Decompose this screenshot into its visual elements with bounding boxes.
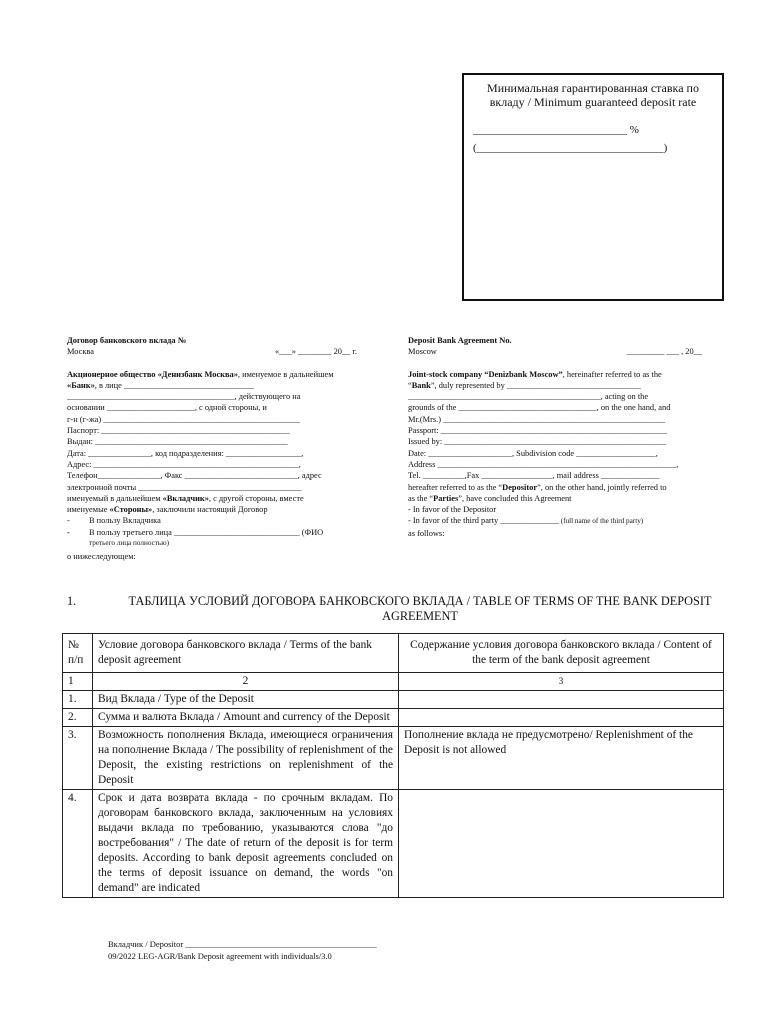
email-ru: электронной почты _______________________________________ (67, 482, 302, 492)
row-content (399, 709, 724, 727)
city-ru: Москва (67, 347, 94, 357)
city-en: Moscow (408, 347, 437, 357)
grounds-ru: основании _____________________, с одной стороны, и (67, 403, 267, 413)
rate-percent-field: ____________________________ % (473, 124, 639, 136)
bank-party-ru-rest: , именуемое в дальнейшем (237, 369, 334, 379)
row-term: Срок и дата возврата вклада - по срочным вкладам. По договорам банковского вклада, заключенным на условиях выдачи вклада по требованию, указываются слова "до востребования" / The date of return of the deposit is for term deposits. According to bank deposit agreements concluded on the terms of deposit issuance on demand, the words "on demand" are indicated (93, 790, 399, 898)
address-en: Address _________________________________________________________, (408, 459, 679, 469)
row-term: Возможность пополнения Вклада, имеющиеся ограничения на пополнение Вклада / The possibility of replenishment of the Deposit, the existing restrictions on replenishment of the Deposit (93, 727, 399, 790)
passport-ru: Паспорт: _____________________________________________ (67, 426, 290, 436)
table-row (63, 709, 724, 727)
bank-label-en: Bank (411, 380, 431, 390)
issued-en: Issued by: _____________________________________________________ (408, 437, 667, 447)
depositor-label-en: Depositor (502, 482, 538, 492)
bank-representative-ru-rest: , в лице _______________________________ (94, 380, 254, 390)
phone-fax-ru: Телефон_______________, Факс ___________________________, адрес (67, 471, 322, 481)
bank-representative-en (408, 380, 726, 391)
bank-quote-en: “ (408, 380, 412, 390)
date-ru: «___» ________ 20__ г. (274, 347, 357, 357)
parties-defined-ru (67, 504, 384, 515)
parties-defined-en-a: as the “ (408, 493, 434, 503)
bullet-third-party-ru (67, 527, 384, 538)
table-row (63, 790, 724, 898)
minimum-rate-title-line2: вкладу / Minimum guaranteed deposit rate (489, 95, 697, 109)
phone-fax-en: Tel. __________,Fax _________________, mail address ______________ (408, 471, 660, 481)
row-number: 1. (63, 691, 93, 709)
passport-en: Passport: ______________________________________________________ (408, 426, 667, 436)
bank-party-en-rest: , hereinafter referred to as the (562, 369, 662, 379)
agreement-title-en: Deposit Bank Agreement No. (408, 336, 512, 345)
depositor-defined-ru-a: именуемый в дальнейшем (67, 493, 163, 503)
section-title: ТАБЛИЦА УСЛОВИЙ ДОГОВОРА БАНКОВСКОГО ВКЛАДА / TABLE OF TERMS OF THE BANK DEPOSIT AGREEMENT (128, 594, 712, 623)
third-party-note-en: (full name of the third party) (558, 517, 644, 526)
agreement-title-ru: Договор банковского вклада № (67, 336, 187, 345)
depositor-defined-ru-c: , с другой стороны, вместе (208, 493, 304, 503)
city-date-en (408, 346, 726, 357)
bank-label-ru: «Банк» (67, 380, 95, 390)
row-content: Пополнение вклада не предусмотрено/ Replenishment of the Deposit is not allowed (399, 727, 724, 790)
minimum-rate-box (462, 73, 724, 301)
row-number: 2. (63, 709, 93, 727)
bullet-depositor-en: - In favor of the Depositor (408, 505, 497, 515)
depositor-name-en: Mr.(Mrs.) _____________________________________________________ (408, 414, 666, 424)
header-content: Содержание условия договора банковского вклада / Content of the term of the bank deposit agreement (399, 634, 724, 673)
row-term: Вид Вклада / Type of the Deposit (93, 691, 399, 709)
bullet-dash: - (67, 527, 70, 537)
table-row (63, 727, 724, 790)
depositor-defined-en-c: ”, on the other hand, jointly referred to (537, 482, 667, 492)
row-content (399, 691, 724, 709)
rate-words-field: (__________________________________) (473, 142, 668, 154)
table-header-row (63, 634, 724, 673)
row-number: 4. (63, 790, 93, 898)
colnum-2: 2 (93, 673, 399, 691)
bank-party-en (408, 369, 726, 380)
table-row (63, 691, 724, 709)
parties-label-ru: «Стороны» (109, 505, 153, 515)
terms-table (62, 633, 724, 898)
header-number: № п/п (63, 634, 93, 673)
as-follows-en: as follows: (408, 528, 445, 538)
minimum-rate-title (464, 81, 722, 109)
depositor-label-ru: «Вкладчик» (162, 493, 209, 503)
bullet-third-party-en (408, 515, 726, 527)
bullet-depositor-ru (67, 515, 384, 526)
bank-representative-ru (67, 380, 384, 391)
bank-name-ru: Акционерное общество «Денизбанк Москва» (67, 369, 238, 379)
third-party-note-ru: третьего лица полностью) (89, 539, 169, 548)
acting-en: ______________________________________________, acting on the (408, 392, 649, 402)
address-ru: Адрес: _________________________________________________, (67, 459, 301, 469)
table-colnum-row (63, 673, 724, 691)
document-code: 09/2022 LEG-AGR/Bank Deposit agreement with individuals/3.0 (108, 951, 332, 961)
colnum-3: 3 (399, 673, 724, 691)
colnum-1: 1 (63, 673, 93, 691)
parties-defined-ru-c: , заключили настоящий Договор (152, 505, 268, 515)
bank-party-ru (67, 369, 384, 380)
row-term: Сумма и валюта Вклада / Amount and currency of the Deposit (93, 709, 399, 727)
depositor-defined-en (408, 482, 726, 493)
bullet-third-party-en-text: - In favor of the third party ______________ (408, 516, 559, 526)
bullet-dash: - (67, 516, 70, 526)
issued-ru: Выдан: ______________________________________________ (67, 437, 288, 447)
depositor-signature-line: Вкладчик / Depositor _____________________________________________ (108, 939, 377, 949)
date-code-en: Date: ____________________, Subdivision code ___________________, (408, 448, 658, 458)
minimum-rate-title-line1: Минимальная гарантированная ставка по (487, 81, 699, 95)
as-follows-ru: о нижеследующем: (67, 552, 136, 562)
parties-defined-en-c: ”, have concluded this Agreement (458, 493, 572, 503)
agreement-header-english (408, 335, 726, 539)
bank-representative-en-rest: ”, duly represented by ________________________________ (430, 380, 641, 390)
depositor-defined-en-a: hereafter referred to as the “ (408, 482, 503, 492)
row-number: 3. (63, 727, 93, 790)
row-content (399, 790, 724, 898)
date-en: _________ ___ , 20__ (626, 347, 702, 357)
bank-name-en: Joint-stock company “Denizbank Moscow” (408, 369, 563, 379)
page-footer (108, 938, 377, 962)
header-term: Условие договора банковского вклада / Terms of the bank deposit agreement (93, 634, 399, 673)
grounds-en: grounds of the _________________________________, on the one hand, and (408, 403, 671, 413)
depositor-defined-ru (67, 493, 384, 504)
depositor-name-ru: г-н (г-жа) _______________________________________________ (67, 414, 301, 424)
parties-label-en: Parties (433, 493, 459, 503)
parties-defined-ru-a: именуемые (67, 505, 110, 515)
bullet-third-party-ru-text: В пользу третьего лица ______________________________ (ФИО (89, 527, 324, 537)
city-date-ru (67, 346, 384, 357)
agreement-header-russian (67, 335, 384, 563)
section-number: 1. (67, 594, 77, 608)
acting-ru: ________________________________________, действующего на (67, 392, 301, 402)
parties-defined-en (408, 493, 726, 504)
date-code-ru: Дата: _______________, код подразделения: __________________, (67, 448, 304, 458)
bullet-depositor-ru-text: В пользу Вкладчика (89, 516, 161, 526)
